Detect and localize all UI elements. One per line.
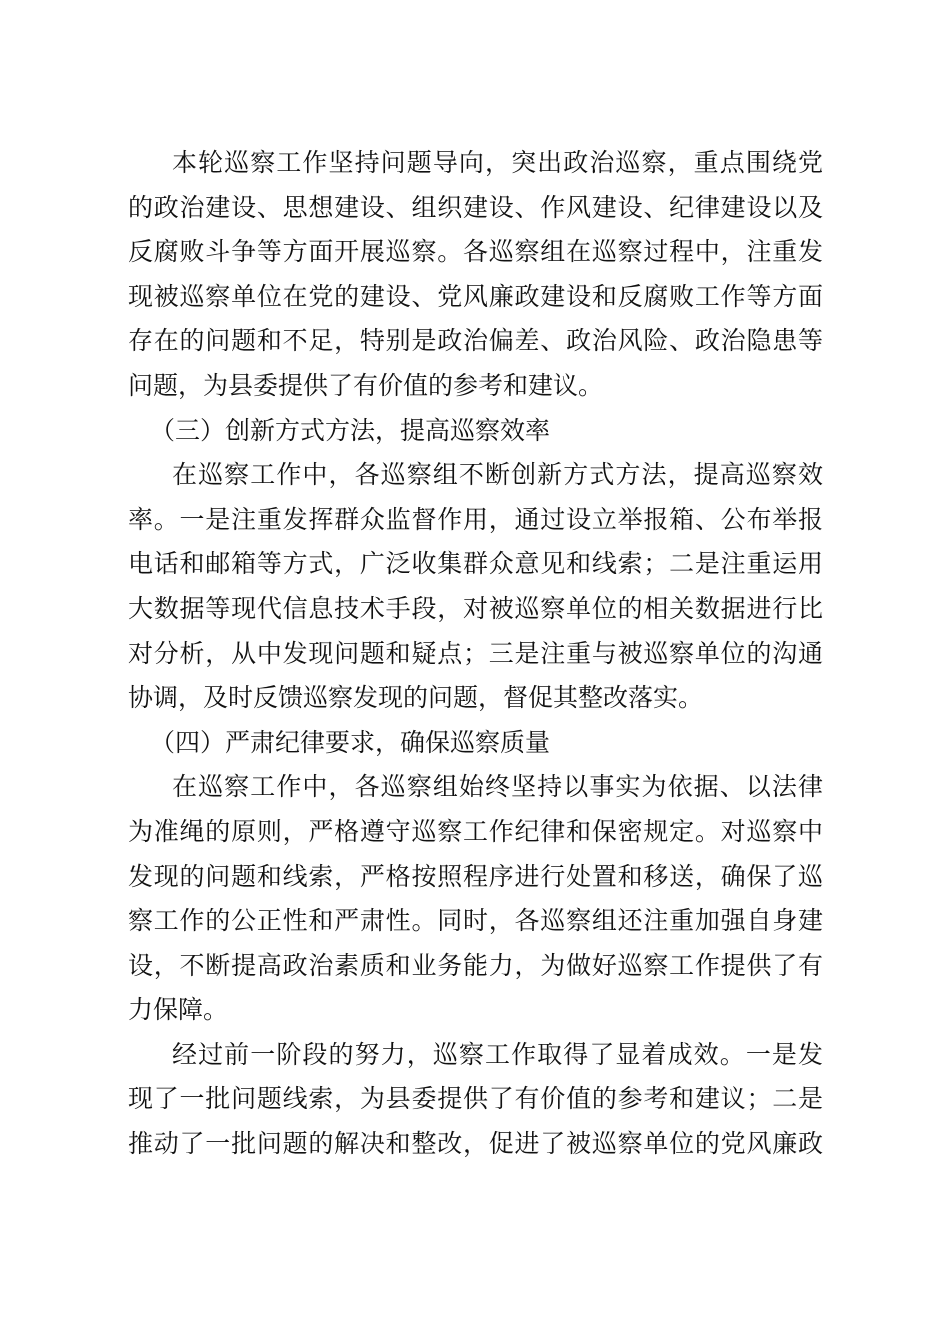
paragraph-line: 率。一是注重发挥群众监督作用，通过设立举报箱、公布举报: [128, 504, 823, 534]
paragraph-line: 推动了一批问题的解决和整改，促进了被巡察单位的党风廉政: [128, 1129, 823, 1159]
paragraph-line: 设，不断提高政治素质和业务能力，为做好巡察工作提供了有: [128, 950, 823, 980]
paragraph-line: 对分析，从中发现问题和疑点；三是注重与被巡察单位的沟通: [128, 638, 823, 668]
paragraph-line: 为准绳的原则，严格遵守巡察工作纪律和保密规定。对巡察中: [128, 816, 823, 846]
paragraph-line: 协调，及时反馈巡察发现的问题，督促其整改落实。: [128, 683, 704, 713]
paragraph-line: 察工作的公正性和严肃性。同时，各巡察组还注重加强自身建: [128, 906, 823, 936]
paragraph-line: 本轮巡察工作坚持问题导向，突出政治巡察，重点围绕党: [172, 148, 823, 177]
paragraph-line: 反腐败斗争等方面开展巡察。各巡察组在巡察过程中，注重发: [128, 237, 823, 267]
paragraph-line: 在巡察工作中，各巡察组始终坚持以事实为依据、以法律: [172, 772, 823, 802]
paragraph-line: 现被巡察单位在党的建设、党风廉政建设和反腐败工作等方面: [128, 281, 823, 311]
document-page: [128, 141, 823, 1167]
section-heading: （三）创新方式方法，提高巡察效率: [150, 415, 551, 445]
section-heading: （四）严肃纪律要求，确保巡察质量: [150, 727, 551, 757]
paragraph-line: 的政治建设、思想建设、组织建设、作风建设、纪律建设以及: [128, 192, 823, 222]
paragraph-line: 电话和邮箱等方式，广泛收集群众意见和线索；二是注重运用: [128, 549, 823, 579]
paragraph-line: 在巡察工作中，各巡察组不断创新方式方法，提高巡察效: [172, 460, 823, 490]
paragraph-line: 问题，为县委提供了有价值的参考和建议。: [128, 370, 604, 400]
paragraph-line: 大数据等现代信息技术手段，对被巡察单位的相关数据进行比: [128, 593, 823, 623]
paragraph-line: 现了一批问题线索，为县委提供了有价值的参考和建议；二是: [128, 1084, 823, 1114]
paragraph-line: 力保障。: [128, 995, 229, 1025]
paragraph-line: 存在的问题和不足，特别是政治偏差、政治风险、政治隐患等: [128, 326, 823, 356]
paragraph-line: 经过前一阶段的努力，巡察工作取得了显着成效。一是发: [172, 1039, 823, 1069]
paragraph-line: 发现的问题和线索，严格按照程序进行处置和移送，确保了巡: [128, 861, 823, 891]
